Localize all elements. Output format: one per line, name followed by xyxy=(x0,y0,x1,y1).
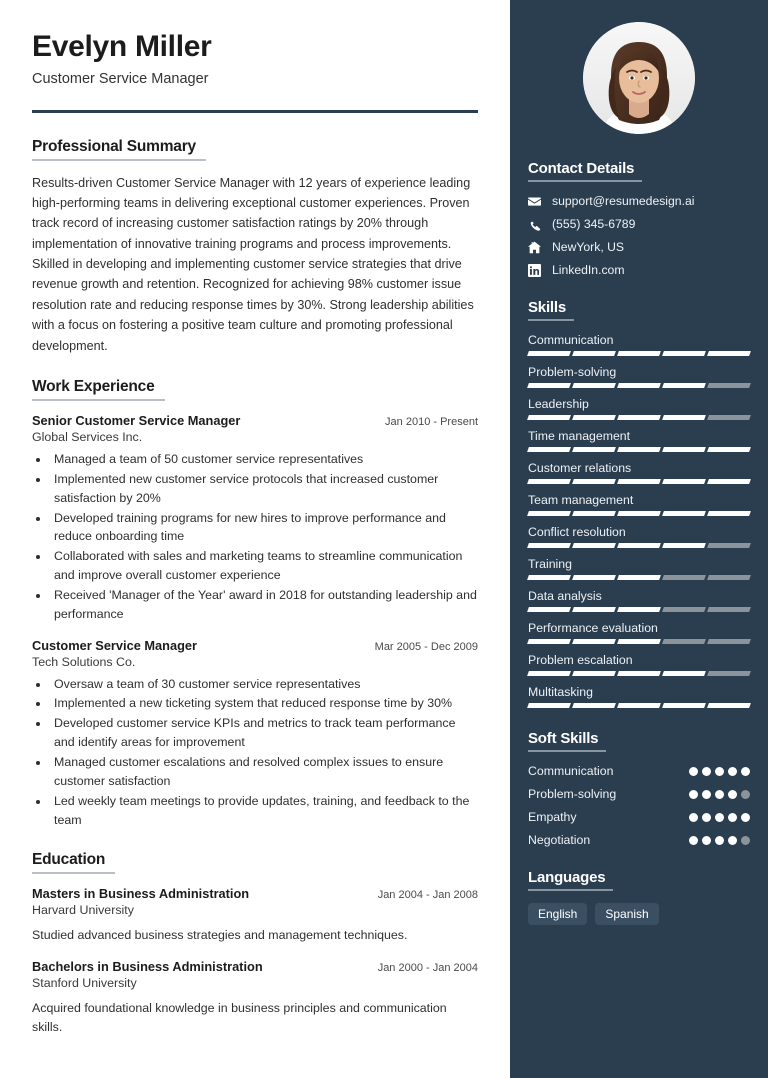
rating-dot xyxy=(728,836,737,845)
bullet-item: • Collaborated with sales and marketing teams to streamline communication and improve overall customer experience xyxy=(50,547,478,585)
skill-bar-segment xyxy=(527,511,571,516)
contact-row[interactable] xyxy=(528,194,750,208)
skill-bar-segment xyxy=(527,543,571,548)
bullet-item: • Developed customer service KPIs and metrics to track team performance and identify areas for improvement xyxy=(50,714,478,752)
skill-bar-segment xyxy=(527,575,571,580)
skill-label: Time management xyxy=(528,429,631,443)
soft-skill-label: Empathy xyxy=(528,810,577,824)
skill-bar-segment xyxy=(617,671,661,676)
contact-value: (555) 345-6789 xyxy=(552,217,636,231)
skill-bar-segment xyxy=(707,511,751,516)
skill-bar-segment xyxy=(572,607,616,612)
bullet-item: • Managed a team of 50 customer service representatives xyxy=(50,450,478,469)
skill-item xyxy=(528,461,750,484)
soft-skills-list xyxy=(528,764,750,847)
skill-level-bar xyxy=(528,447,750,452)
work-entry-company: Tech Solutions Co. xyxy=(32,654,136,669)
skill-bar-segment xyxy=(617,351,661,356)
rating-dot xyxy=(715,813,724,822)
section-soft-skills xyxy=(528,730,750,847)
skill-label: Communication xyxy=(528,333,614,347)
skill-label: Training xyxy=(528,557,572,571)
profile-photo-icon xyxy=(583,22,695,134)
bullet-item: • Oversaw a team of 30 customer service representatives xyxy=(50,675,478,694)
education-date: Jan 2004 - Jan 2008 xyxy=(377,889,478,902)
bullet-item: • Developed training programs for new hires to improve performance and reduce onboarding time xyxy=(50,509,478,547)
skill-label: Problem escalation xyxy=(528,653,633,667)
skill-bar-segment xyxy=(527,415,571,420)
skill-bar-segment xyxy=(617,639,661,644)
skill-bar-segment xyxy=(707,671,751,676)
skill-label: Leadership xyxy=(528,397,589,411)
skill-bar-segment xyxy=(617,479,661,484)
contact-value: LinkedIn.com xyxy=(552,263,625,277)
section-heading-education: Education xyxy=(32,851,115,874)
skill-bar-segment xyxy=(662,671,706,676)
summary-text: Results-driven Customer Service Manager with 12 years of experience leading high-performing teams in delivering exceptional customer experiences. Proven track record of increasing customer satisfaction ratings by 20% through implementation of innovative training programs and process improvements. Skilled in developing and implementing customer service strategies that drive revenue growth and retention. Recognized for achieving 98% customer issue resolution rate and reducing response times by 30%. Strong leadership abilities with a focus on fostering a positive team culture and promoting professional development. xyxy=(32,175,474,353)
bullet-item: • Received 'Manager of the Year' award in 2018 for outstanding leadership and performance xyxy=(50,586,478,624)
languages-list xyxy=(528,903,750,925)
skill-level-bar xyxy=(528,671,750,676)
avatar-container xyxy=(528,0,750,154)
skill-level-bar xyxy=(528,383,750,388)
skill-level-bar xyxy=(528,479,750,484)
resume-sidebar xyxy=(510,0,768,1078)
skill-bar-segment xyxy=(707,607,751,612)
rating-dot xyxy=(741,767,750,776)
bullet-item: • Implemented new customer service protocols that increased customer satisfaction by 20% xyxy=(50,470,478,508)
bullet-item: • Led weekly team meetings to provide updates, training, and feedback to the team xyxy=(50,792,478,830)
skill-bar-segment xyxy=(527,703,571,708)
rating-dot xyxy=(689,836,698,845)
rating-dot xyxy=(702,767,711,776)
rating-dot xyxy=(741,790,750,799)
skill-bar-segment xyxy=(662,415,706,420)
skill-bar-segment xyxy=(662,703,706,708)
education-description: Acquired foundational knowledge in business principles and communication skills. xyxy=(32,1000,447,1034)
bullet-item: • Implemented a new ticketing system that reduced response time by 30% xyxy=(50,694,478,713)
skill-item xyxy=(528,333,750,356)
work-entry-company: Global Services Inc. xyxy=(32,430,143,445)
skill-level-bar xyxy=(528,511,750,516)
skill-bar-segment xyxy=(662,447,706,452)
skill-bar-segment xyxy=(617,575,661,580)
rating-dot xyxy=(728,767,737,776)
skill-bar-segment xyxy=(662,639,706,644)
work-entry-title: Senior Customer Service Manager xyxy=(32,413,241,429)
work-entry-bullets xyxy=(50,675,478,830)
skill-bar-segment xyxy=(572,543,616,548)
skill-bar-segment xyxy=(707,639,751,644)
skill-bar-segment xyxy=(662,575,706,580)
section-education xyxy=(32,851,478,1036)
work-entry-bullets xyxy=(50,450,478,624)
skill-item xyxy=(528,493,750,516)
skill-bar-segment xyxy=(662,351,706,356)
soft-skill-label: Communication xyxy=(528,764,614,778)
contact-value: NewYork, US xyxy=(552,240,625,254)
skill-label: Conflict resolution xyxy=(528,525,626,539)
skill-bar-segment xyxy=(527,639,571,644)
skill-level-bar xyxy=(528,575,750,580)
skill-item xyxy=(528,365,750,388)
envelope-icon xyxy=(528,195,548,208)
work-experience-list xyxy=(32,413,478,829)
education-entry xyxy=(32,959,478,1036)
skill-item xyxy=(528,557,750,580)
skill-bar-segment xyxy=(527,479,571,484)
rating-dot xyxy=(689,813,698,822)
soft-skill-label: Negotiation xyxy=(528,833,591,847)
skill-bar-segment xyxy=(617,703,661,708)
skill-bar-segment xyxy=(707,415,751,420)
work-entry-date: Jan 2010 - Present xyxy=(385,416,478,429)
section-contact-details xyxy=(528,160,750,277)
rating-dot xyxy=(741,836,750,845)
skill-bar-segment xyxy=(707,383,751,388)
soft-skill-item xyxy=(528,810,750,824)
skill-label: Team management xyxy=(528,493,634,507)
soft-skill-item xyxy=(528,764,750,778)
skill-bar-segment xyxy=(617,383,661,388)
skill-level-bar xyxy=(528,351,750,356)
skill-bar-segment xyxy=(527,383,571,388)
skill-label: Data analysis xyxy=(528,589,602,603)
linkedin-icon xyxy=(528,264,548,277)
candidate-name: Evelyn Miller xyxy=(32,30,212,63)
skill-item xyxy=(528,589,750,612)
skill-bar-segment xyxy=(572,703,616,708)
skill-bar-segment xyxy=(572,351,616,356)
section-skills xyxy=(528,299,750,708)
contact-row[interactable] xyxy=(528,240,750,254)
language-tag: Spanish xyxy=(595,903,658,925)
skill-level-bar xyxy=(528,415,750,420)
skill-bar-segment xyxy=(572,415,616,420)
rating-dot xyxy=(728,813,737,822)
contact-list xyxy=(528,194,750,277)
skill-bar-segment xyxy=(617,543,661,548)
contact-row[interactable] xyxy=(528,263,750,277)
skill-bar-segment xyxy=(617,511,661,516)
rating-dot xyxy=(715,790,724,799)
skill-bar-segment xyxy=(707,479,751,484)
rating-dot xyxy=(715,836,724,845)
skill-item xyxy=(528,685,750,708)
skill-level-bar xyxy=(528,703,750,708)
skill-bar-segment xyxy=(527,671,571,676)
rating-dot xyxy=(689,790,698,799)
soft-skill-rating xyxy=(689,767,750,776)
soft-skill-item xyxy=(528,787,750,801)
soft-skill-rating xyxy=(689,813,750,822)
education-degree: Masters in Business Administration xyxy=(32,886,250,902)
skill-label: Problem-solving xyxy=(528,365,617,379)
work-entry-date: Mar 2005 - Dec 2009 xyxy=(374,640,478,653)
skill-label: Performance evaluation xyxy=(528,621,658,635)
soft-skill-rating xyxy=(689,790,750,799)
education-entry xyxy=(32,886,478,945)
rating-dot xyxy=(689,767,698,776)
skill-bar-segment xyxy=(707,447,751,452)
skill-item xyxy=(528,429,750,452)
skill-bar-segment xyxy=(572,383,616,388)
skill-bar-segment xyxy=(662,511,706,516)
skill-bar-segment xyxy=(617,447,661,452)
header-block xyxy=(32,30,478,87)
skill-bar-segment xyxy=(617,607,661,612)
skill-bar-segment xyxy=(662,543,706,548)
skill-bar-segment xyxy=(707,575,751,580)
work-entry-header xyxy=(32,413,478,428)
skills-list xyxy=(528,333,750,708)
rating-dot xyxy=(702,836,711,845)
rating-dot xyxy=(741,813,750,822)
header-divider xyxy=(32,110,478,113)
section-heading-work: Work Experience xyxy=(32,378,165,401)
soft-skill-item xyxy=(528,833,750,847)
section-work-experience xyxy=(32,378,478,829)
education-date: Jan 2000 - Jan 2004 xyxy=(377,961,478,974)
language-tag: English xyxy=(528,903,587,925)
skill-bar-segment xyxy=(707,543,751,548)
section-heading-soft-skills: Soft Skills xyxy=(528,730,606,752)
work-entry xyxy=(32,413,478,624)
skill-label: Customer relations xyxy=(528,461,632,475)
work-entry-header xyxy=(32,638,478,653)
contact-row[interactable] xyxy=(528,217,750,231)
education-description: Studied advanced business strategies and management techniques. xyxy=(32,928,408,943)
skill-bar-segment xyxy=(617,415,661,420)
skill-bar-segment xyxy=(572,479,616,484)
skill-level-bar xyxy=(528,607,750,612)
skill-level-bar xyxy=(528,639,750,644)
skill-bar-segment xyxy=(572,639,616,644)
skill-bar-segment xyxy=(662,607,706,612)
avatar xyxy=(583,22,695,134)
education-entry-header xyxy=(32,959,478,974)
rating-dot xyxy=(702,813,711,822)
skill-bar-segment xyxy=(527,351,571,356)
phone-icon xyxy=(528,218,548,231)
education-school: Stanford University xyxy=(32,975,137,990)
soft-skill-label: Problem-solving xyxy=(528,787,617,801)
home-icon xyxy=(528,241,548,254)
work-entry xyxy=(32,638,478,830)
soft-skill-rating xyxy=(689,836,750,845)
skill-bar-segment xyxy=(707,703,751,708)
skill-bar-segment xyxy=(572,671,616,676)
skill-item xyxy=(528,525,750,548)
education-list xyxy=(32,886,478,1036)
education-degree: Bachelors in Business Administration xyxy=(32,958,263,974)
skill-bar-segment xyxy=(572,575,616,580)
skill-bar-segment xyxy=(662,479,706,484)
skill-level-bar xyxy=(528,543,750,548)
rating-dot xyxy=(702,790,711,799)
education-entry-header xyxy=(32,886,478,901)
section-professional-summary xyxy=(32,138,478,357)
education-school: Harvard University xyxy=(32,903,134,918)
skill-bar-segment xyxy=(572,511,616,516)
section-heading-summary: Professional Summary xyxy=(32,138,206,161)
rating-dot xyxy=(728,790,737,799)
bullet-item: • Managed customer escalations and resolved complex issues to ensure customer satisfaction xyxy=(50,753,478,791)
skill-item xyxy=(528,397,750,420)
candidate-job-title: Customer Service Manager xyxy=(32,70,209,87)
work-entry-title: Customer Service Manager xyxy=(32,637,198,653)
skill-item xyxy=(528,653,750,676)
section-languages xyxy=(528,869,750,925)
rating-dot xyxy=(715,767,724,776)
skill-bar-segment xyxy=(707,351,751,356)
skill-bar-segment xyxy=(572,447,616,452)
section-heading-skills: Skills xyxy=(528,299,574,321)
section-heading-contact: Contact Details xyxy=(528,160,642,182)
skill-item xyxy=(528,621,750,644)
skill-bar-segment xyxy=(662,383,706,388)
skill-label: Multitasking xyxy=(528,685,593,699)
contact-value: support@resumedesign.ai xyxy=(552,194,695,208)
skill-bar-segment xyxy=(527,447,571,452)
section-heading-languages: Languages xyxy=(528,869,613,891)
skill-bar-segment xyxy=(527,607,571,612)
